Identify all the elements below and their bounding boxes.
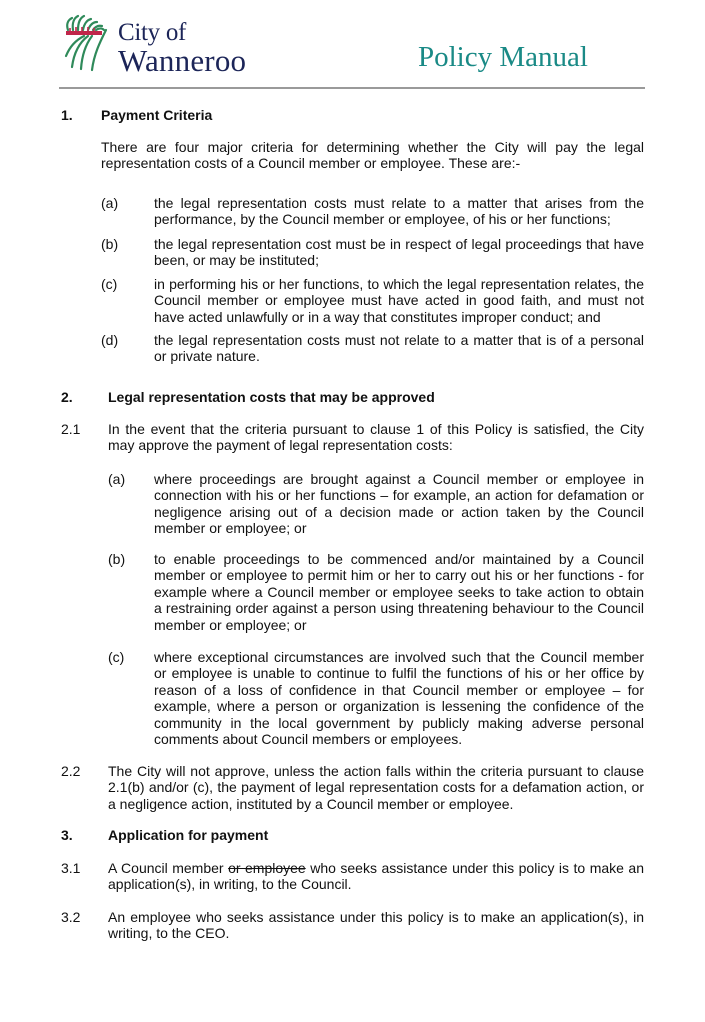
struck-text: or employee [228, 860, 306, 876]
clause-number: 2.1 [61, 421, 81, 437]
kangaroo-paw-icon [62, 12, 114, 72]
item-text: in performing his or her functions, to which the legal representation relates, the Council member or employee must have acted in good faith, and must not have acted unlawfully or in a way that constitutes improper conduct; and [154, 276, 644, 325]
item-label: (d) [101, 332, 119, 348]
section-number: 3. [61, 827, 73, 843]
clause-number: 3.1 [61, 860, 81, 876]
clause-text: The City will not approve, unless the action falls within the criteria pursuant to clause 2.1(b) and/or (c), the payment of legal representation costs for a defamation action, or a negligence action, instituted by a Council member or employee. [108, 763, 644, 812]
header-divider [59, 87, 645, 89]
item-text: where proceedings are brought against a Council member or employee in connection with his or her functions – for example, an action for defamation or negligence arising out of a decision made or action taken by the Council member or employee; or [154, 471, 644, 537]
clause-text-after: who seeks assistance under this policy is to make an application(s), in writing, to the Council. [108, 860, 644, 893]
clause-text: In the event that the criteria pursuant to clause 1 of this Policy is satisfied, the City may approve the payment of legal representation costs: [108, 421, 644, 454]
logo-wanneroo: Wanneroo [118, 43, 247, 78]
item-label: (a) [108, 471, 126, 487]
section-1-intro: There are four major criteria for determining whether the City will pay the legal representation costs of a Council member or employee. These are:- [101, 139, 644, 172]
section-title: Legal representation costs that may be approved [108, 389, 435, 405]
section-title: Application for payment [108, 827, 269, 843]
clause-number: 2.2 [61, 763, 81, 779]
item-label: (c) [101, 276, 118, 292]
item-label: (c) [108, 649, 125, 665]
item-text: the legal representation cost must be in respect of legal proceedings that have been, or may be instituted; [154, 236, 644, 269]
section-title: Payment Criteria [101, 107, 213, 123]
logo-city-of: City of [118, 19, 187, 46]
page-header [0, 0, 705, 92]
city-of-wanneroo-logo [62, 12, 262, 78]
item-text: to enable proceedings to be commenced and/or maintained by a Council member or employee to permit him or her to carry out his or her functions - for example where a Council member or employee seeks to take action to obtain a restraining order against a person using threatening behaviour to the Council member or employee; or [154, 551, 644, 633]
clause-text-before: A Council member [108, 860, 229, 876]
section-number: 2. [61, 389, 73, 405]
item-label: (b) [108, 551, 126, 567]
item-label: (a) [101, 195, 119, 211]
clause-number: 3.2 [61, 909, 81, 925]
section-number: 1. [61, 107, 73, 123]
clause-text: An employee who seeks assistance under this policy is to make an application(s), in writing, to the CEO. [108, 909, 644, 942]
item-text: the legal representation costs must not relate to a matter that is of a personal or private nature. [154, 332, 644, 365]
item-label: (b) [101, 236, 119, 252]
item-text: the legal representation costs must relate to a matter that arises from the performance, by the Council member or employee, of his or her functions; [154, 195, 644, 228]
clause-text [108, 860, 644, 893]
document-title: Policy Manual [418, 41, 588, 73]
item-text: where exceptional circumstances are involved such that the Council member or employee is unable to continue to fulfil the functions of his or her office by reason of a loss of confidence in that Council member or employee – for example, where a person or organization is lessening the confidence of the community in the local government by publicly making adverse personal comments about Council members or employees. [154, 649, 644, 748]
